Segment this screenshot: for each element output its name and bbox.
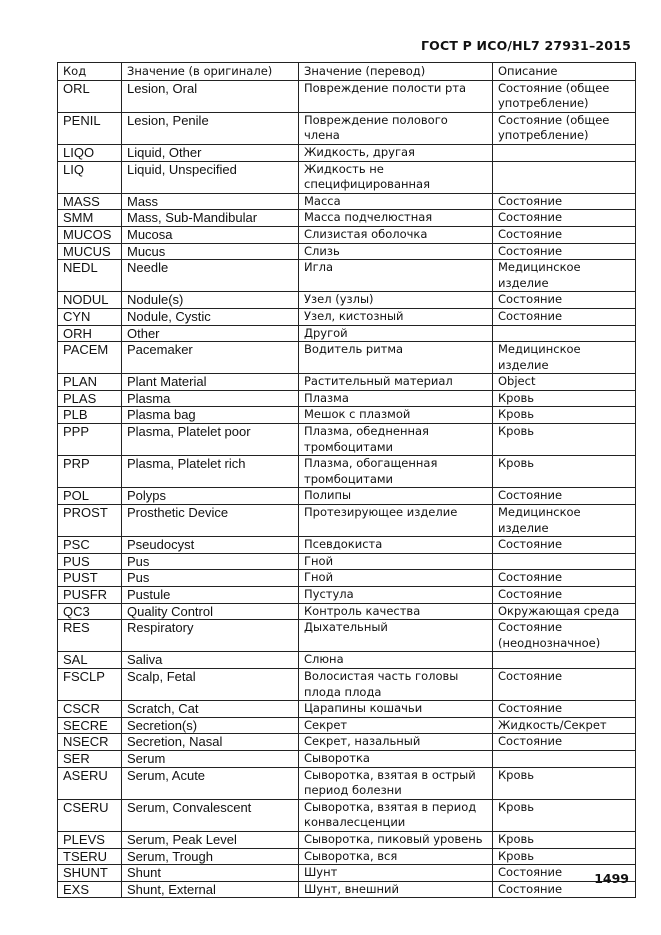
- cell-translation: Слизь: [299, 243, 493, 260]
- cell-original: Mass: [122, 193, 299, 210]
- cell-translation: Гной: [299, 553, 493, 570]
- table-row: [58, 652, 636, 669]
- cell-code: PENIL: [58, 112, 122, 144]
- cell-description: [493, 553, 636, 570]
- specimen-code-table: [57, 62, 636, 898]
- cell-code: QC3: [58, 603, 122, 620]
- cell-original: Serum, Convalescent: [122, 799, 299, 831]
- table-row: [58, 456, 636, 488]
- cell-translation: Секрет: [299, 717, 493, 734]
- cell-code: POL: [58, 488, 122, 505]
- cell-translation: Жидкость, другая: [299, 144, 493, 161]
- cell-code: ORL: [58, 80, 122, 112]
- cell-description: Состояние (общее употребление): [493, 80, 636, 112]
- table-row: [58, 390, 636, 407]
- table-row: [58, 80, 636, 112]
- table-row: [58, 734, 636, 751]
- header-row: [58, 63, 636, 81]
- cell-translation: Царапины кошачьи: [299, 701, 493, 718]
- cell-original: Plasma bag: [122, 407, 299, 424]
- cell-original: Liquid, Other: [122, 144, 299, 161]
- cell-translation: Шунт: [299, 865, 493, 882]
- cell-original: Respiratory: [122, 620, 299, 652]
- cell-translation: Секрет, назальный: [299, 734, 493, 751]
- table-row: [58, 342, 636, 374]
- cell-code: ORH: [58, 325, 122, 342]
- document-header: ГОСТ Р ИСО/HL7 27931–2015: [421, 38, 631, 53]
- cell-translation: Повреждение полового члена: [299, 112, 493, 144]
- cell-code: NSECR: [58, 734, 122, 751]
- cell-original: Shunt, External: [122, 881, 299, 898]
- cell-translation: Слюна: [299, 652, 493, 669]
- cell-description: Состояние: [493, 570, 636, 587]
- table-row: [58, 210, 636, 227]
- table-row: [58, 587, 636, 604]
- cell-description: Состояние: [493, 210, 636, 227]
- table-row: [58, 717, 636, 734]
- page-number: 1499: [594, 871, 629, 886]
- cell-original: Shunt: [122, 865, 299, 882]
- table-row: [58, 881, 636, 898]
- cell-description: Object: [493, 374, 636, 391]
- cell-original: Polyps: [122, 488, 299, 505]
- table-body: [58, 80, 636, 898]
- cell-code: CSCR: [58, 701, 122, 718]
- table-row: [58, 325, 636, 342]
- cell-description: [493, 750, 636, 767]
- cell-translation: Шунт, внешний: [299, 881, 493, 898]
- cell-description: Окружающая среда: [493, 603, 636, 620]
- cell-translation: Узел (узлы): [299, 292, 493, 309]
- cell-translation: Сыворотка, вся: [299, 848, 493, 865]
- cell-description: Кровь: [493, 390, 636, 407]
- cell-translation: Полипы: [299, 488, 493, 505]
- cell-original: Plasma: [122, 390, 299, 407]
- cell-description: Состояние: [493, 734, 636, 751]
- cell-translation: Слизистая оболочка: [299, 226, 493, 243]
- cell-original: Liquid, Unspecified: [122, 161, 299, 193]
- cell-translation: Гной: [299, 570, 493, 587]
- table-row: [58, 848, 636, 865]
- table-row: [58, 407, 636, 424]
- cell-original: Lesion, Oral: [122, 80, 299, 112]
- cell-original: Scratch, Cat: [122, 701, 299, 718]
- cell-code: CYN: [58, 308, 122, 325]
- cell-original: Serum, Peak Level: [122, 831, 299, 848]
- cell-description: Кровь: [493, 456, 636, 488]
- table-header: [58, 63, 636, 81]
- cell-original: Serum, Acute: [122, 767, 299, 799]
- table-row: [58, 620, 636, 652]
- cell-original: Serum, Trough: [122, 848, 299, 865]
- cell-original: Quality Control: [122, 603, 299, 620]
- cell-original: Pacemaker: [122, 342, 299, 374]
- cell-description: Состояние: [493, 193, 636, 210]
- cell-original: Plasma, Platelet rich: [122, 456, 299, 488]
- cell-code: CSERU: [58, 799, 122, 831]
- cell-translation: Плазма: [299, 390, 493, 407]
- cell-translation: Сыворотка: [299, 750, 493, 767]
- cell-description: Состояние: [493, 701, 636, 718]
- cell-original: Plant Material: [122, 374, 299, 391]
- cell-code: FSCLP: [58, 668, 122, 700]
- table-row: [58, 865, 636, 882]
- cell-original: Saliva: [122, 652, 299, 669]
- cell-original: Secretion(s): [122, 717, 299, 734]
- table-row: [58, 831, 636, 848]
- cell-translation: Узел, кистозный: [299, 308, 493, 325]
- column-header-code: Код: [58, 63, 122, 81]
- cell-description: Состояние: [493, 881, 636, 898]
- cell-original: Pustule: [122, 587, 299, 604]
- cell-code: SECRE: [58, 717, 122, 734]
- cell-original: Lesion, Penile: [122, 112, 299, 144]
- cell-code: PUS: [58, 553, 122, 570]
- cell-description: Жидкость/Секрет: [493, 717, 636, 734]
- cell-translation: Сыворотка, взятая в острый период болезни: [299, 767, 493, 799]
- cell-code: TSERU: [58, 848, 122, 865]
- cell-translation: Псевдокиста: [299, 537, 493, 554]
- cell-original: Plasma, Platelet poor: [122, 424, 299, 456]
- cell-code: SER: [58, 750, 122, 767]
- table-row: [58, 308, 636, 325]
- cell-translation: Водитель ритма: [299, 342, 493, 374]
- cell-original: Needle: [122, 260, 299, 292]
- cell-description: Состояние: [493, 537, 636, 554]
- cell-description: Состояние: [493, 308, 636, 325]
- table-row: [58, 424, 636, 456]
- table-row: [58, 553, 636, 570]
- table-row: [58, 603, 636, 620]
- cell-description: Кровь: [493, 767, 636, 799]
- table-row: [58, 488, 636, 505]
- cell-description: [493, 144, 636, 161]
- cell-translation: Контроль качества: [299, 603, 493, 620]
- cell-original: Scalp, Fetal: [122, 668, 299, 700]
- cell-description: Медицинское изделие: [493, 342, 636, 374]
- cell-description: Состояние: [493, 226, 636, 243]
- cell-code: NEDL: [58, 260, 122, 292]
- cell-description: Кровь: [493, 848, 636, 865]
- cell-code: PUSFR: [58, 587, 122, 604]
- cell-original: Secretion, Nasal: [122, 734, 299, 751]
- table-row: [58, 570, 636, 587]
- cell-original: Prosthetic Device: [122, 505, 299, 537]
- cell-translation: Протезирующее изделие: [299, 505, 493, 537]
- cell-code: PROST: [58, 505, 122, 537]
- table-row: [58, 767, 636, 799]
- cell-description: Кровь: [493, 407, 636, 424]
- cell-description: Состояние (неоднозначное): [493, 620, 636, 652]
- cell-translation: Другой: [299, 325, 493, 342]
- cell-code: PLAS: [58, 390, 122, 407]
- cell-code: PPP: [58, 424, 122, 456]
- cell-description: Медицинское изделие: [493, 260, 636, 292]
- cell-code: SAL: [58, 652, 122, 669]
- table-row: [58, 668, 636, 700]
- cell-code: LIQ: [58, 161, 122, 193]
- table-row: [58, 374, 636, 391]
- cell-code: SMM: [58, 210, 122, 227]
- cell-translation: Плазма, обедненная тромбоцитами: [299, 424, 493, 456]
- cell-code: PSC: [58, 537, 122, 554]
- cell-original: Mass, Sub-Mandibular: [122, 210, 299, 227]
- table-row: [58, 537, 636, 554]
- cell-original: Mucosa: [122, 226, 299, 243]
- column-header-translation: Значение (перевод): [299, 63, 493, 81]
- cell-code: PUST: [58, 570, 122, 587]
- cell-translation: Растительный материал: [299, 374, 493, 391]
- cell-original: Pseudocyst: [122, 537, 299, 554]
- cell-description: [493, 652, 636, 669]
- cell-original: Nodule, Cystic: [122, 308, 299, 325]
- cell-code: RES: [58, 620, 122, 652]
- cell-translation: Жидкость не специфицированная: [299, 161, 493, 193]
- cell-translation: Дыхательный: [299, 620, 493, 652]
- cell-code: PLAN: [58, 374, 122, 391]
- cell-code: NODUL: [58, 292, 122, 309]
- column-header-original: Значение (в оригинале): [122, 63, 299, 81]
- cell-description: Состояние (общее употребление): [493, 112, 636, 144]
- table-row: [58, 112, 636, 144]
- cell-original: Mucus: [122, 243, 299, 260]
- cell-description: Медицинское изделие: [493, 505, 636, 537]
- cell-translation: Масса: [299, 193, 493, 210]
- cell-description: Кровь: [493, 424, 636, 456]
- cell-code: SHUNT: [58, 865, 122, 882]
- cell-translation: Волосистая часть головы плода плода: [299, 668, 493, 700]
- cell-translation: Сыворотка, взятая в период конвалесценции: [299, 799, 493, 831]
- cell-original: Other: [122, 325, 299, 342]
- table-row: [58, 799, 636, 831]
- column-header-description: Описание: [493, 63, 636, 81]
- cell-code: PRP: [58, 456, 122, 488]
- table-row: [58, 505, 636, 537]
- cell-code: MASS: [58, 193, 122, 210]
- cell-description: Состояние: [493, 292, 636, 309]
- cell-original: Nodule(s): [122, 292, 299, 309]
- table-row: [58, 750, 636, 767]
- cell-description: [493, 325, 636, 342]
- table-row: [58, 701, 636, 718]
- cell-description: Состояние: [493, 865, 636, 882]
- cell-code: PACEM: [58, 342, 122, 374]
- cell-code: ASERU: [58, 767, 122, 799]
- cell-code: EXS: [58, 881, 122, 898]
- cell-translation: Повреждение полости рта: [299, 80, 493, 112]
- cell-description: Состояние: [493, 243, 636, 260]
- cell-translation: Мешок с плазмой: [299, 407, 493, 424]
- table-row: [58, 193, 636, 210]
- cell-code: MUCOS: [58, 226, 122, 243]
- table-row: [58, 292, 636, 309]
- cell-code: MUCUS: [58, 243, 122, 260]
- cell-original: Pus: [122, 570, 299, 587]
- cell-translation: Плазма, обогащенная тромбоцитами: [299, 456, 493, 488]
- cell-translation: Пустула: [299, 587, 493, 604]
- cell-original: Pus: [122, 553, 299, 570]
- cell-translation: Игла: [299, 260, 493, 292]
- cell-code: LIQO: [58, 144, 122, 161]
- cell-description: [493, 161, 636, 193]
- cell-description: Состояние: [493, 488, 636, 505]
- cell-translation: Сыворотка, пиковый уровень: [299, 831, 493, 848]
- table-row: [58, 243, 636, 260]
- cell-translation: Масса подчелюстная: [299, 210, 493, 227]
- cell-code: PLB: [58, 407, 122, 424]
- table-row: [58, 260, 636, 292]
- table-row: [58, 144, 636, 161]
- cell-description: Кровь: [493, 831, 636, 848]
- cell-code: PLEVS: [58, 831, 122, 848]
- cell-description: Кровь: [493, 799, 636, 831]
- cell-description: Состояние: [493, 587, 636, 604]
- cell-original: Serum: [122, 750, 299, 767]
- table-row: [58, 161, 636, 193]
- table-row: [58, 226, 636, 243]
- cell-description: Состояние: [493, 668, 636, 700]
